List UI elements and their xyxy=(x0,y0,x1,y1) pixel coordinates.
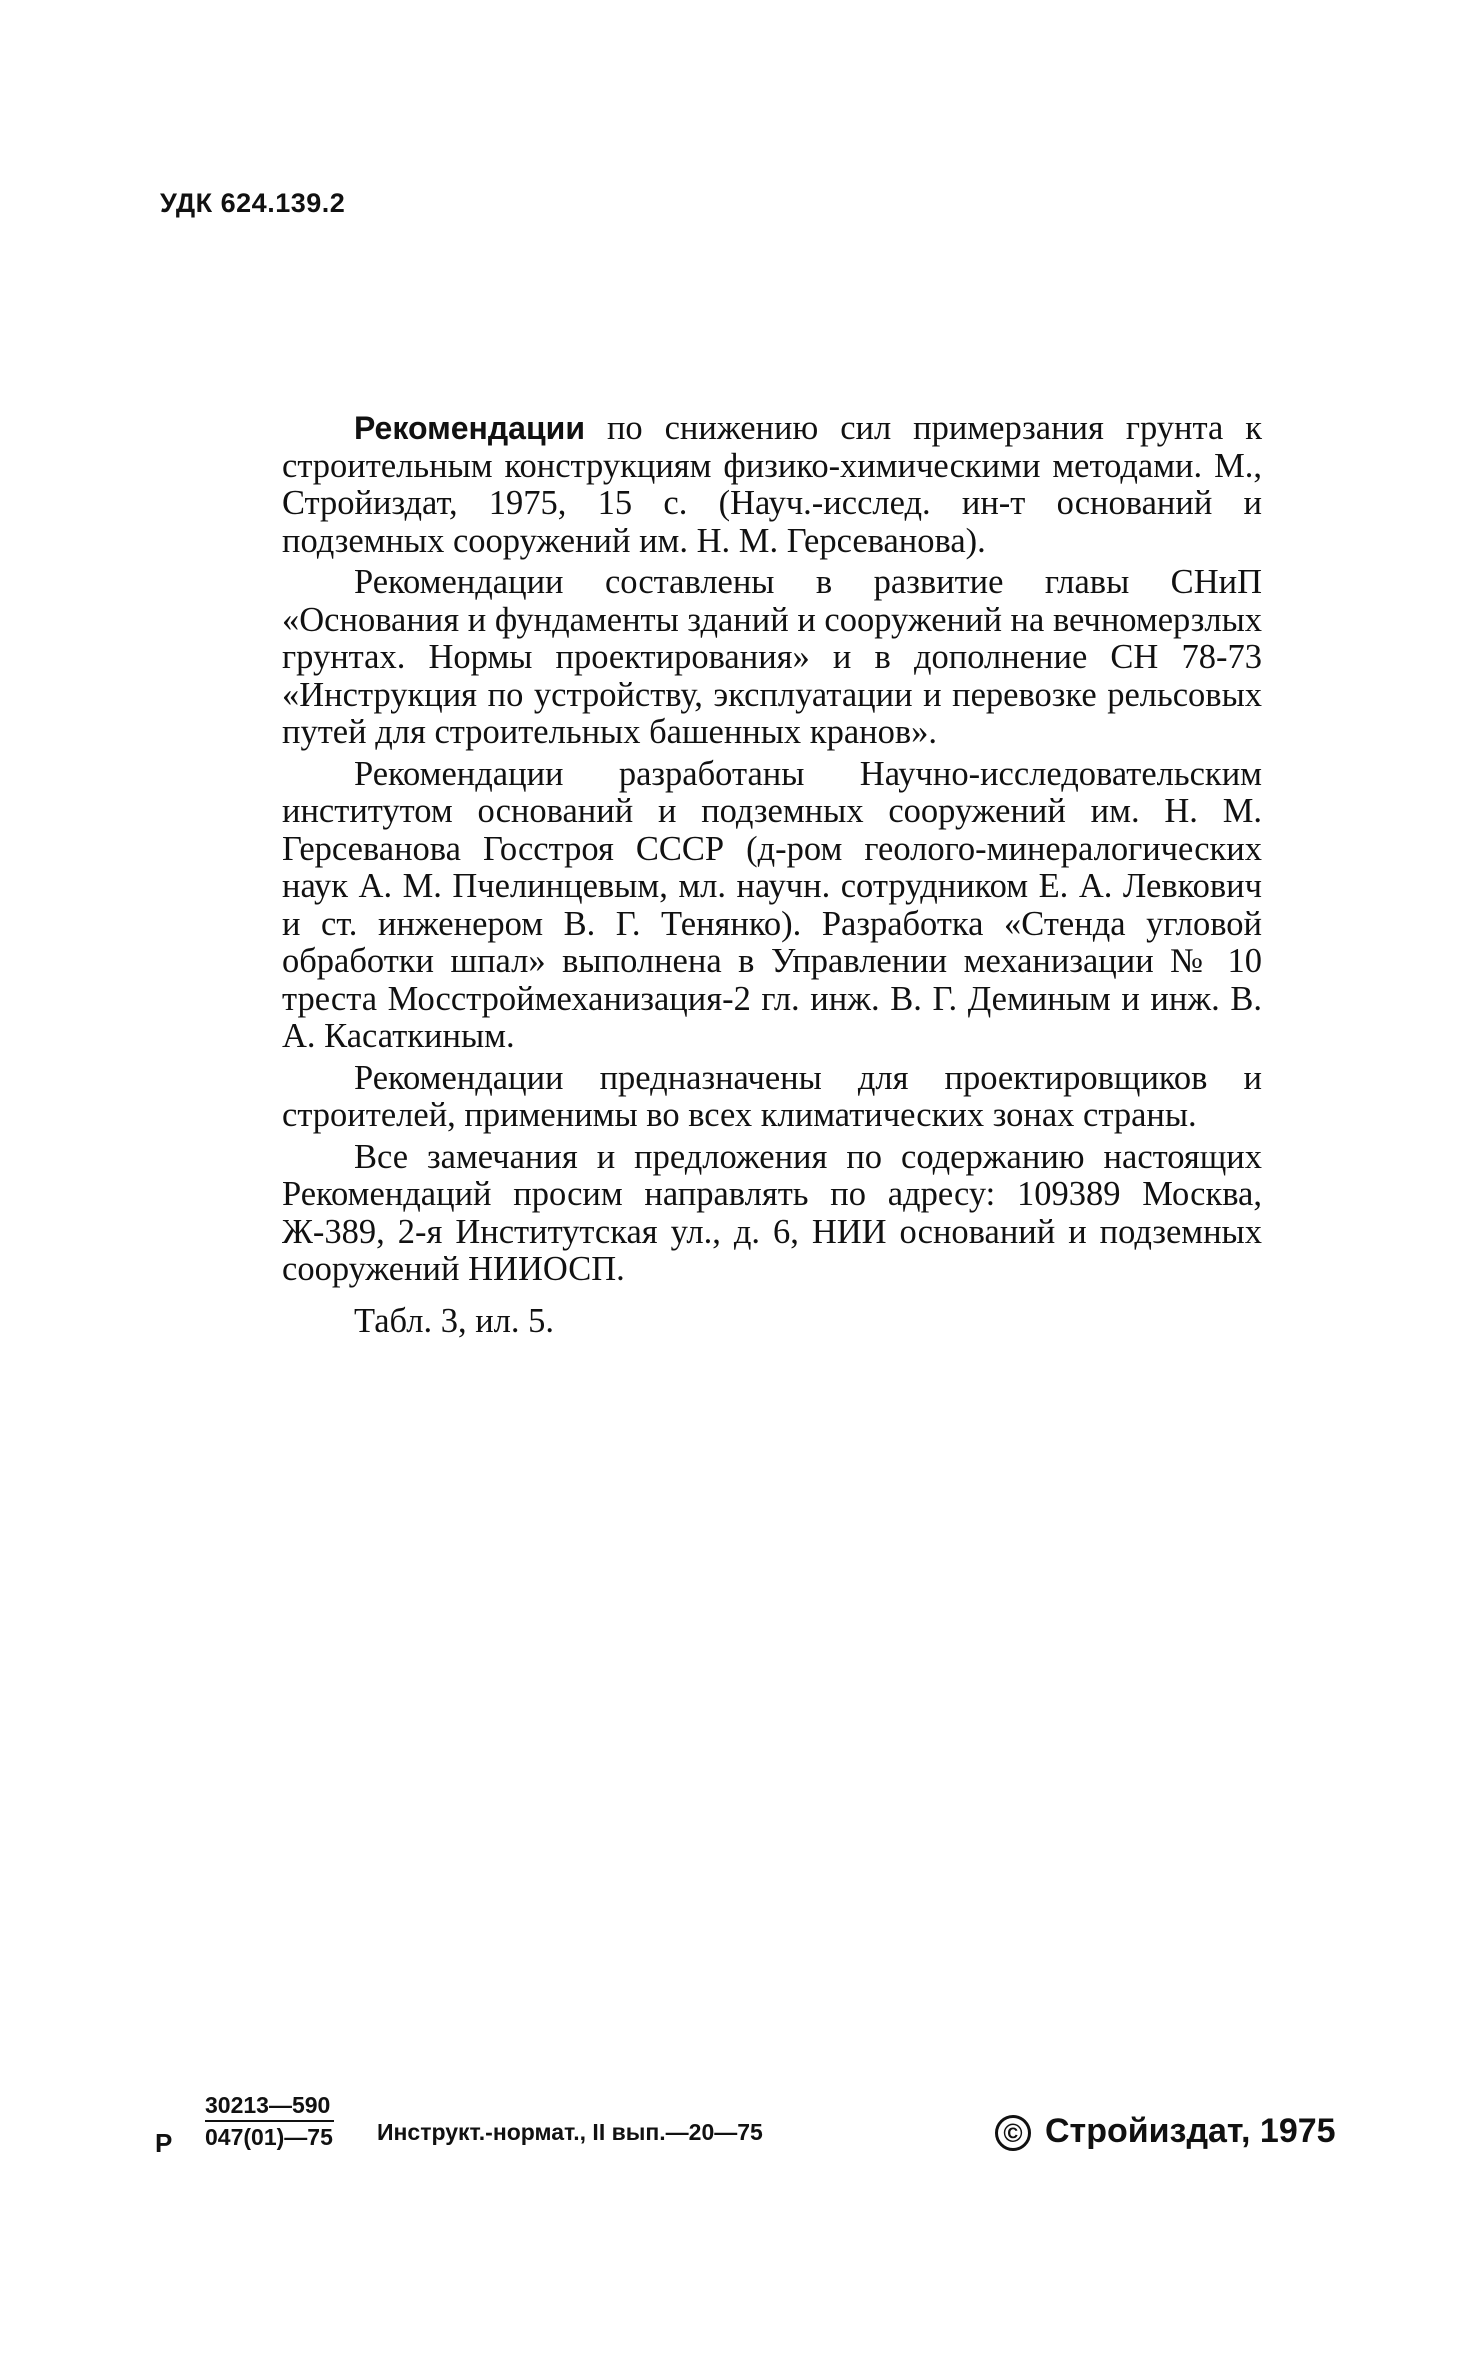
udk-code: УДК 624.139.2 xyxy=(160,188,346,218)
paragraph-authors: Рекомендации разработаны Научно-исследовательским институтом оснований и подземных сооружений им. Н. М. Герсеванова Госстроя СССР (д-ром геолого-минералогических наук А. М. Пчелинцевым, мл. научн. сотрудником Е. А. Левкович и ст. инженером В. Г. Тенянко). Разработка «Стенда угловой обработки шпал» выполнена в Управлении механизации № 10 треста Мосстроймеханизация-2 гл. инж. В. Г. Деминым и инж. В. А. Касаткиным. xyxy=(282,754,1262,1055)
paragraph-contact: Все замечания и предложения по содержанию настоящих Рекомендаций просим направлять по адресу: 109389 Москва, Ж-389, 2-я Институтская ул., д. 6, НИИ оснований и подземных сооружений НИИОСП. xyxy=(282,1137,1262,1288)
paragraph-purpose: Рекомендации составлены в развитие главы СНиП «Основания и фундаменты зданий и сооружений на вечномерзлых грунтах. Нормы проектирования» и в дополнение СН 78-73 «Инструкция по устройству, эксплуатации и перевозке рельсовых путей для строительных башенных кранов». xyxy=(282,563,1262,751)
imprint-denominator: 047(01)—75 xyxy=(205,2124,333,2150)
paragraph-audience: Рекомендации предназначены для проектировщиков и строителей, применимы во всех климатических зонах страны. xyxy=(282,1058,1262,1134)
imprint-series: Инструкт.-нормат., II вып.—20—75 xyxy=(377,2119,763,2145)
copyright-icon: © xyxy=(995,2115,1031,2151)
abstract-lead: Рекомендации xyxy=(354,410,585,446)
imprint-footer xyxy=(155,2090,1355,2170)
body-text xyxy=(282,410,1262,1340)
copyright xyxy=(995,2112,1336,2151)
imprint-prefix: Р xyxy=(155,2128,173,2158)
imprint-numerator: 30213—590 xyxy=(205,2090,334,2122)
imprint-fraction xyxy=(205,2090,334,2152)
table-note: Табл. 3, ил. 5. xyxy=(354,1301,554,1340)
abstract-text: по снижению сил примерзания грунта к строительным конструкциям физико-химическими методами. М., Стройиздат, 1975, 15 с. (Науч.-исслед. ин-т оснований и подземных сооружений им. Н. М. Герсеванова). xyxy=(282,409,1262,560)
copyright-publisher: Стройиздат, 1975 xyxy=(1045,2112,1336,2150)
abstract-paragraph xyxy=(282,410,1262,560)
